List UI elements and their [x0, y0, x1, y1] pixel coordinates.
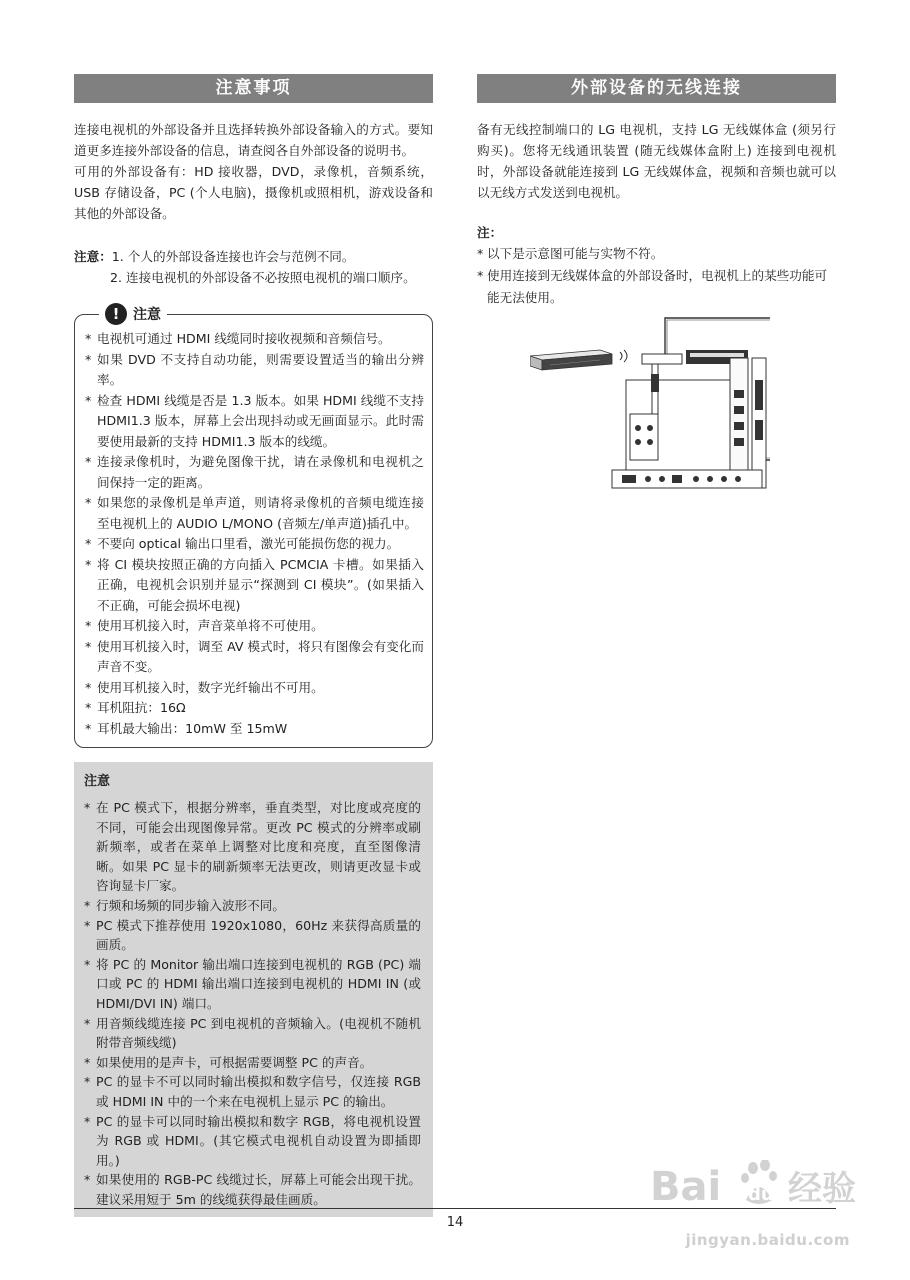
note-block — [74, 246, 433, 288]
caution-title-label: 注意 — [133, 307, 161, 323]
note-label: 注意： — [74, 249, 112, 264]
watermark-url: jingyan.baidu.com — [685, 1231, 850, 1249]
svg-text:Bai: Bai — [650, 1164, 722, 1210]
section-header-precautions: 注意事项 — [74, 74, 433, 103]
pc-note-text: 在 PC 模式下，根据分辨率，垂直类型，对比度或亮度的不同，可能会出现图像异常。更改 PC 模式的分辨率或刷新频率，或者在菜单上调整对比度和亮度，直至图像清晰。如果 PC 显卡的刷新频率无法更改，则请更改显卡或咨询显卡厂家。 — [96, 800, 421, 894]
caution-text: 使用耳机接入时，声音菜单将不可使用。 — [97, 618, 324, 633]
caution-item — [85, 637, 424, 678]
pc-note-item — [84, 1112, 421, 1171]
svg-text:du: du — [748, 1184, 774, 1205]
bullet-mark: * — [84, 956, 91, 972]
caution-title — [99, 301, 167, 327]
pc-note-item — [84, 1053, 421, 1073]
caution-text: 如果 DVD 不支持自动功能，则需要设置适当的输出分辨率。 — [97, 351, 424, 387]
bullet-mark: * — [85, 351, 92, 367]
caution-text: 使用耳机接入时，调至 AV 模式时，将只有图像会有变化而声音不变。 — [97, 638, 424, 674]
pc-note-text: PC 的显卡不可以同时输出模拟和数字信号，仅连接 RGB 或 HDMI IN 中的一个来在电视机上显示 PC 的输出。 — [96, 1074, 421, 1109]
right-column — [477, 74, 836, 309]
caution-item — [85, 678, 424, 699]
bullet-mark: * — [85, 700, 92, 715]
caution-text: 连接录像机时，为避免图像干扰，请在录像机和电视机之间保持一定的距离。 — [97, 454, 424, 490]
wireless-note-item — [477, 243, 836, 265]
caution-text: 不要向 optical 输出口里看，激光可能损伤您的视力。 — [97, 536, 400, 551]
pc-note-text: 如果使用的是声卡，可根据需要调整 PC 的声音。 — [96, 1054, 373, 1070]
bullet-mark: * — [84, 1074, 91, 1090]
svg-text:经验: 经验 — [788, 1169, 856, 1209]
pc-note-item — [84, 1072, 421, 1111]
caution-text: 电视机可通过 HDMI 线缆同时接收视频和音频信号。 — [97, 331, 391, 346]
wireless-note-title: 注： — [477, 225, 503, 240]
caution-item — [85, 452, 424, 493]
bullet-mark: * — [85, 720, 92, 736]
caution-item — [85, 493, 424, 534]
caution-item — [85, 534, 424, 555]
bullet-mark: * — [84, 800, 91, 815]
caution-text: 耳机阻抗：16Ω — [97, 700, 186, 715]
bullet-mark: * — [85, 618, 92, 633]
pc-note-text: 将 PC 的 Monitor 输出端口连接到电视机的 RGB (PC) 端口或 PC 的 HDMI 输出端口连接到电视机的 HDMI IN (或 HDMI/DVI IN) 端口。 — [96, 956, 421, 1011]
bullet-mark: * — [85, 536, 92, 551]
media-box-illustration — [530, 350, 612, 370]
pc-note-text: PC 模式下推荐使用 1920x1080，60Hz 来获得高质量的画质。 — [96, 917, 421, 953]
pc-note-item — [84, 916, 421, 955]
bullet-mark: * — [85, 392, 92, 408]
wireless-intro: 备有无线控制端口的 LG 电视机，支持 LG 无线媒体盒 (须另行购买)。您将无线通讯装置 (随无线媒体盒附上) 连接到电视机时，外部设备就能连接到 LG 无线媒体盒，视频和音频也就可以以无线方式发送到电视机。 — [477, 122, 836, 200]
baidu-jingyan-watermark — [650, 1160, 880, 1250]
wireless-signal-icon — [620, 350, 627, 362]
tv-back-panel-illustration — [612, 358, 766, 488]
pc-note-item — [84, 1014, 421, 1053]
caution-text: 使用耳机接入时，数字光纤输出不可用。 — [97, 679, 324, 695]
pc-note-text: 用音频线缆连接 PC 到电视机的音频输入。(电视机不随机附带音频线缆) — [96, 1015, 421, 1051]
pc-note-text: PC 的显卡可以同时输出模拟和数字 RGB，将电视机设置为 RGB 或 HDMI。(其它模式电视机自动设置为即插即用。) — [96, 1113, 421, 1168]
section-header-wireless: 外部设备的无线连接 — [477, 74, 836, 103]
pc-note-title: 注意 — [84, 774, 111, 789]
caution-item — [85, 719, 424, 740]
page-number: 14 — [446, 1215, 464, 1230]
caution-text: 如果您的录像机是单声道，则请将录像机的音频电缆连接至电视机上的 AUDIO L/MONO (音频左/单声道)插孔中。 — [97, 495, 424, 531]
wireless-connection-diagram — [530, 310, 770, 490]
pc-note-item — [84, 955, 421, 1014]
note-item-2: 2. 连接电视机的外部设备不必按照电视机的端口顺序。 — [110, 270, 416, 285]
caution-text: 检查 HDMI 线缆是否是 1.3 版本。如果 HDMI 线缆不支持 HDMI1.3 版本，屏幕上会出现抖动或无画面显示。此时需要使用最新的支持 HDMI1.3 版本的线缆。 — [97, 392, 424, 449]
bullet-mark: * — [84, 1172, 91, 1188]
bullet-mark: * — [84, 1054, 91, 1070]
bullet-mark: * — [477, 246, 484, 261]
bullet-mark: * — [84, 1113, 91, 1129]
pc-note-item — [84, 1170, 421, 1209]
caution-text: 将 CI 模块按照正确的方向插入 PCMCIA 卡槽。如果插入正确，电视机会识别并显示“探测到 CI 模块”。(如果插入不正确，可能会损坏电视) — [97, 556, 424, 613]
pc-note-item — [84, 896, 421, 916]
caution-box — [74, 305, 433, 748]
caution-list — [85, 329, 424, 739]
bullet-mark: * — [85, 331, 92, 346]
pc-note-list — [84, 798, 421, 1209]
wireless-note-text: 以下是示意图可能与实物不符。 — [487, 246, 664, 261]
caution-item — [85, 391, 424, 453]
bullet-mark: * — [477, 268, 484, 283]
bullet-mark: * — [84, 1015, 91, 1031]
caution-item — [85, 555, 424, 617]
bullet-mark: * — [84, 897, 91, 913]
warning-icon: ! — [105, 303, 127, 325]
caution-item — [85, 329, 424, 350]
bullet-mark: * — [84, 917, 91, 933]
bullet-mark: * — [85, 638, 92, 654]
pc-note-item — [84, 798, 421, 896]
note-item-1: 1. 个人的外部设备连接也许会与范例不同。 — [111, 249, 355, 264]
baidu-paw-logo-icon — [650, 1160, 880, 1212]
intro-paragraph-2: 可用的外部设备有：HD 接收器，DVD，录像机，音频系统，USB 存储设备，PC (个人电脑)，摄像机或照相机，游戏设备和其他的外部设备。 — [74, 164, 433, 221]
pc-note-text: 行频和场频的同步输入波形不同。 — [96, 897, 285, 913]
pc-note-text: 如果使用的 RGB-PC 线缆过长，屏幕上可能会出现干扰。建议采用短于 5m 的线缆获得最佳画质。 — [96, 1172, 421, 1207]
bullet-mark: * — [85, 454, 92, 469]
caution-item — [85, 350, 424, 391]
wireless-note-item — [477, 265, 836, 309]
bullet-mark: * — [85, 679, 92, 695]
intro-paragraph-1: 连接电视机的外部设备并且选择转换外部设备输入的方式。要知道更多连接外部设备的信息，请查阅各自外部设备的说明书。 — [74, 122, 433, 158]
left-column — [74, 74, 433, 1217]
bullet-mark: * — [85, 495, 92, 510]
caution-item — [85, 616, 424, 637]
caution-text: 耳机最大输出：10mW 至 15mW — [97, 720, 288, 736]
intro-text — [74, 119, 433, 224]
caution-item — [85, 698, 424, 719]
pc-note-box — [74, 762, 433, 1217]
bullet-mark: * — [85, 556, 92, 572]
wireless-note-list — [477, 243, 836, 309]
wireless-note-text: 使用连接到无线媒体盒的外部设备时，电视机上的某些功能可能无法使用。 — [487, 268, 828, 305]
